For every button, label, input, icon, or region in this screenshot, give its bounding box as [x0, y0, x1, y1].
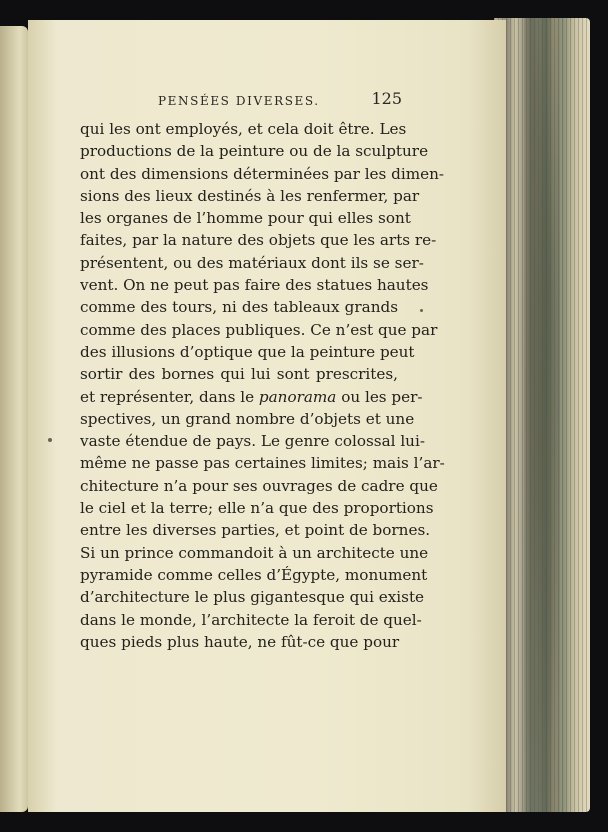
text-segment: et représenter, dans le — [80, 387, 255, 406]
fore-edge — [494, 18, 590, 812]
text-line: présentent, ou des matériaux dont ils se ser- — [80, 253, 424, 272]
ink-speck — [420, 309, 423, 312]
page-header — [158, 89, 402, 112]
text-line: des illusions d’optique que la peinture peut — [80, 342, 415, 361]
running-head: PENSÉES DIVERSES. — [158, 94, 320, 108]
text-line: les organes de l’homme pour qui elles sont — [80, 209, 411, 228]
left-page-edge — [0, 26, 28, 812]
text-line: même ne passe pas certaines limites; mais l’ar- — [80, 454, 445, 473]
text-line: dans le monde, l’architecte la feroit de quel- — [80, 610, 422, 629]
text-line: comme des tours, ni des tableaux grands — [80, 298, 398, 317]
text-segment: ou les per- — [341, 387, 423, 406]
text-line-with-italic — [80, 386, 423, 408]
text-line: qui les ont employés, et cela doit être. Les — [80, 120, 407, 138]
text-line: ques pieds plus haute, ne fût-ce que pour — [80, 632, 400, 651]
marbled-edge — [524, 18, 560, 812]
text-line: spectives, un grand nombre d’objets et une — [80, 409, 415, 428]
text-line: sions des lieux destinés à les renfermer, par — [80, 186, 420, 205]
text-line: vaste étendue de pays. Le genre colossal lui- — [80, 432, 425, 451]
text-line: faites, par la nature des objets que les arts re- — [80, 231, 437, 250]
text-line: ont des dimensions déterminées par les dimen- — [80, 164, 445, 183]
text-line: vent. On ne peut pas faire des statues hautes — [80, 276, 429, 295]
text-line: chitecture n’a pour ses ouvrages de cadre que — [80, 476, 438, 495]
text-line: entre les diverses parties, et point de bornes. — [80, 521, 431, 540]
text-line: sortir des bornes qui lui sont prescrites, — [80, 365, 398, 384]
ink-speck — [48, 438, 52, 442]
text-line: Si un prince commandoit à un architecte une — [80, 543, 429, 562]
text-line: pyramide comme celles d’Égypte, monument — [80, 565, 428, 584]
text-line: productions de la peinture ou de la sculpture — [80, 142, 429, 161]
italic-word: panorama — [258, 387, 337, 406]
text-line: comme des places publiques. Ce n’est que par — [80, 320, 438, 339]
text-line: d’architecture le plus gigantesque qui existe — [80, 588, 425, 607]
text-line: le ciel et la terre; elle n’a que des proportions — [80, 499, 434, 518]
page-number: 125 — [371, 89, 402, 108]
body-text — [80, 118, 445, 653]
